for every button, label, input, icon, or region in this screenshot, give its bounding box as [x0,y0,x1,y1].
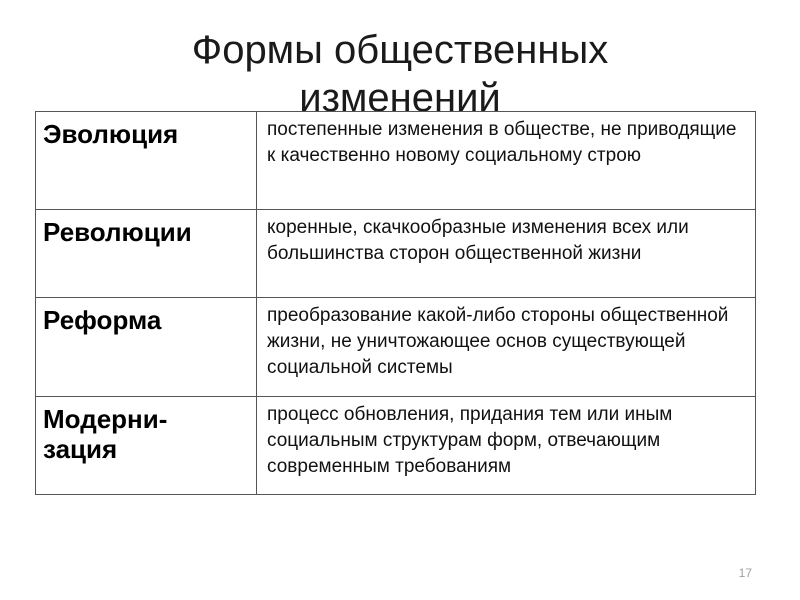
table-row [36,210,756,298]
term-cell: Революции [36,210,257,298]
slide-number: 17 [738,566,752,580]
table-row [36,112,756,210]
slide-title [0,26,800,122]
term-line-2: зация [43,434,118,464]
slide-title-line-2: изменений [299,76,501,120]
definition-cell: коренные, скачкообразные изменения всех или большинства сторон общественной жизни [257,210,756,298]
slide-title-line-1: Формы общественных [191,28,609,72]
definition-cell: постепенные изменения в обществе, не приводящие к качественно новому социальному строю [257,112,756,210]
definitions-table [35,111,756,495]
term-cell: Реформа [36,298,257,397]
definitions-table-container [35,111,756,495]
term-cell [36,397,257,495]
term-line-1: Модерни- [43,404,168,434]
term-cell: Эволюция [36,112,257,210]
table-row [36,298,756,397]
definition-cell: процесс обновления, придания тем или иным социальным структурам форм, отвечающим современным требованиям [257,397,756,495]
definition-cell: преобразование какой-либо стороны общественной жизни, не уничтожающее основ существующей социальной системы [257,298,756,397]
table-row [36,397,756,495]
